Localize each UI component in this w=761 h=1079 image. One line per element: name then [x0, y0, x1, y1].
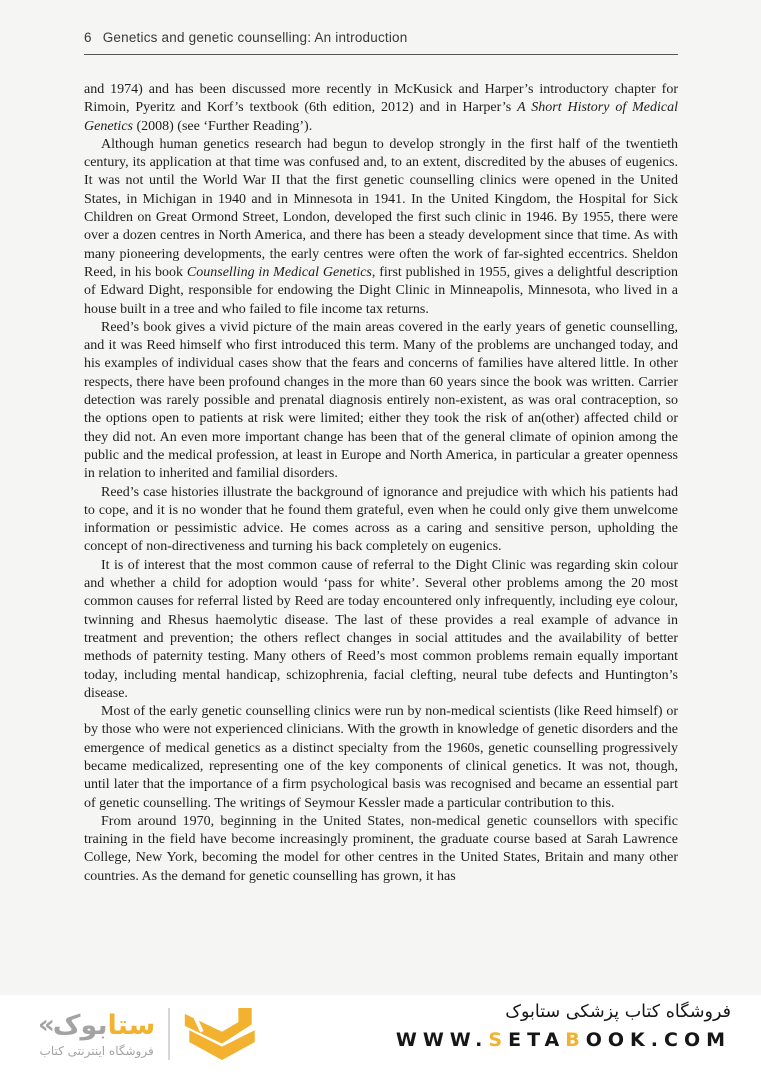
paragraph: Reed’s case histories illustrate the background of ignorance and prejudice with which his patients had to cope, and it is no wonder that he found them grateful, even when he could only give them unwelcome information or pessimistic advice. He comes across as a caring and sensitive person, upholding the concept of non-directiveness and turning his back completely on eugenics.	[84, 484, 678, 555]
chapter-number: 6	[84, 30, 92, 45]
body-paragraphs	[84, 81, 678, 886]
site-url: WWW.SETABOOK.COM	[395, 1028, 731, 1051]
page-content	[84, 30, 678, 886]
paragraph: From around 1970, beginning in the United States, non-medical genetic counsellors with specific training in the field have become increasingly prominent, the graduate course based at Sarah Lawrence College, New York, becoming the model for other centres in the United States, Britain and many other countries. As the demand for genetic counselling has grown, it has	[84, 813, 678, 884]
brand-wordmark-block	[38, 1010, 155, 1058]
brand-subtitle: فروشگاه اینترنتی کتاب	[39, 1044, 154, 1059]
setabook-logo	[38, 1005, 261, 1063]
brand-name-end: بوک	[52, 1009, 108, 1041]
footer-right-block	[396, 1001, 731, 1051]
paragraph: It is of interest that the most common cause of referral to the Dight Clinic was regarding skin colour and whether a child for adoption would ‘pass for white’. Several other problems among the 20 most common causes for referral listed by Reed are today encountered only infrequently, including eye colour, twinning and Rhesus haemolytic disease. The last of these provides a real example of advance in treatment and prevention; the others reflect changes in social attitudes and the availability of better methods of paternity testing. Many others of Reed’s most common problems remain equally important today, including mental handicap, schizophrenia, facial clefting, neural tube defects and Huntington’s disease.	[84, 557, 678, 701]
guillemet-icon: «	[38, 1010, 55, 1041]
paragraph: Reed’s book gives a vivid picture of the main areas covered in the early years of genetic counselling, and it was Reed himself who first introduced this term. Many of the problems are unchanged today, and his examples of individual cases show that the fears and concerns of families have altered little. In other respects, there have been profound changes in the more than 60 years since the book was written. Carrier detection was rarely possible and prenatal diagnosis entirely non-existent, as was oral contraception, so the options open to patients at risk were limited; either they took the risk of an(other) affected child or they did not. An even more important change has been that of the general climate of opinion among the public and the medical profession, at least in Europe and North America, in particular a greater openness in relation to inherited and familial disorders.	[84, 319, 678, 482]
paragraph: Most of the early genetic counselling clinics were run by non-medical scientists (like Reed himself) or by those who were not experienced clinicians. With the growth in knowledge of genetic disorders and the emergence of medical genetics as a distinct specialty from the 1960s, genetic counselling progressively became medicalized, representing one of the key components of clinical genetics. It was not, though, until later that the importance of a firm psychological basis was recognised and became an essential part of genetic counselling. The writings of Seymour Kessler made a particular contribution to this.	[84, 704, 678, 811]
brand-wordmark	[53, 1010, 155, 1041]
watermark-footer	[0, 995, 761, 1079]
logo-divider	[168, 1008, 170, 1060]
brand-wordmark-row	[38, 1010, 155, 1041]
store-tagline: فروشگاه کتاب پزشکی ستابوک	[505, 1002, 731, 1022]
paragraph: and 1974) and has been discussed more recently in McKusick and Harper’s introductory chapter for Rimoin, Pyeritz and Korf’s textbook (6th edition, 2012) and in Harper’s A Short History of Medical Genetics (2008) (see ‘Further Reading’).	[84, 82, 678, 134]
running-header	[84, 30, 678, 55]
brand-name-start: ستا	[107, 1009, 156, 1041]
chevron-emblem-icon	[183, 1005, 261, 1063]
chapter-title: Genetics and genetic counselling: An introduction	[102, 30, 408, 45]
paragraph: Although human genetics research had begun to develop strongly in the first half of the twentieth century, its application at that time was confused and, to an extent, discredited by the abuses of eugenics. It was not until the World War II that the first genetic counselling clinics were opened in the United States, in Michigan in 1940 and in Minnesota in 1941. In the United Kingdom, the Hospital for Sick Children on Great Ormond Street, London, developed the first such clinic in 1946. By 1955, there were over a dozen centres in North America, and there has been a steady development since that time. As with many pioneering developments, the early centres were often the work of far-sighted eccentrics. Sheldon Reed, in his book Counselling in Medical Genetics, first published in 1955, gives a delightful description of Edward Dight, responsible for endowing the Dight Clinic in Minneapolis, Minnesota, who lived in a house built in a tree and who failed to file income tax returns.	[84, 136, 678, 317]
